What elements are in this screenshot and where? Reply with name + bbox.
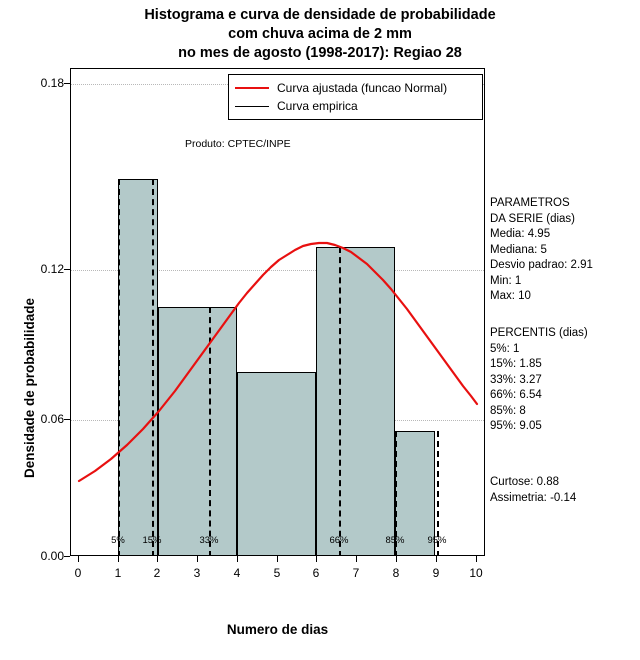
parameters-max: Max: 10: [490, 290, 531, 302]
legend-item-empirical: [235, 97, 476, 115]
percentis-p66: 66%: 6.54: [490, 389, 542, 401]
x-tick-mark-7: [356, 556, 357, 562]
legend-label-empirical: Curva empirica: [277, 99, 358, 113]
title-line-1: Histograma e curva de densidade de probabilidade: [144, 7, 496, 23]
percentile-label-15: 15%: [142, 535, 162, 546]
legend-item-normal: [235, 79, 476, 97]
parameters-mediana: Mediana: 5: [490, 243, 547, 256]
legend-swatch-empirical: [235, 106, 269, 107]
y-tick-label-1: 0.06: [40, 412, 64, 426]
y-tick-label-3: 0.18: [40, 76, 64, 90]
page-title: [0, 6, 640, 63]
y-tick-label-0: 0.00: [40, 549, 64, 563]
x-tick-mark-9: [436, 556, 437, 562]
x-tick-label-3: 3: [193, 566, 201, 580]
x-tick-mark-1: [118, 556, 119, 562]
legend-swatch-normal: [235, 87, 269, 89]
percentile-label-85: 85%: [385, 535, 405, 546]
x-tick-label-1: 1: [114, 566, 122, 580]
legend-label-normal: Curva ajustada (funcao Normal): [277, 81, 448, 95]
title-line-2: com chuva acima de 2 mm: [228, 26, 412, 42]
title-line-3: no mes de agosto (1998-2017): Regiao 28: [178, 45, 462, 61]
produto-annotation: Produto: CPTEC/INPE: [185, 138, 291, 150]
percentis-p85: 85%: 8: [490, 404, 526, 417]
x-tick-mark-6: [316, 556, 317, 562]
x-tick-mark-5: [277, 556, 278, 562]
percentis-panel: [490, 326, 640, 435]
x-tick-label-10: 10: [469, 566, 483, 580]
parameters-panel: [490, 196, 640, 305]
percentile-label-95: 95%: [427, 535, 447, 546]
x-axis-title: Numero de dias: [226, 622, 329, 637]
y-tick-label-2: 0.12: [40, 262, 64, 276]
x-tick-mark-4: [237, 556, 238, 562]
x-tick-mark-8: [396, 556, 397, 562]
x-tick-mark-3: [197, 556, 198, 562]
x-tick-label-6: 6: [312, 566, 320, 580]
percentis-p15: 15%: 1.85: [490, 358, 542, 370]
x-tick-mark-0: [78, 556, 79, 562]
x-tick-label-9: 9: [432, 566, 440, 580]
percentile-label-33: 33%: [199, 535, 219, 546]
x-tick-label-0: 0: [74, 566, 82, 580]
x-tick-mark-2: [157, 556, 158, 562]
percentis-p33: 33%: 3.27: [490, 373, 542, 386]
y-tick-mark-0: [64, 556, 70, 557]
percentis-p5: 5%: 1: [490, 342, 520, 355]
parameters-heading-2: DA SERIE (dias): [490, 212, 575, 225]
x-tick-mark-10: [476, 556, 477, 562]
percentis-heading: PERCENTIS (dias): [490, 327, 588, 339]
percentile-label-66: 66%: [329, 535, 349, 546]
y-axis-title: Densidade de probabilidade: [22, 297, 37, 478]
parameters-heading-1: PARAMETROS: [490, 197, 570, 209]
x-tick-label-7: 7: [352, 566, 360, 580]
percentile-label-5: 5%: [111, 535, 125, 546]
x-tick-label-5: 5: [273, 566, 281, 580]
moments-panel: [490, 475, 640, 506]
x-tick-label-8: 8: [392, 566, 400, 580]
chart-legend: [228, 74, 483, 120]
percentis-p95: 95%: 9.05: [490, 420, 542, 432]
parameters-media: Media: 4.95: [490, 228, 551, 240]
x-tick-label-2: 2: [153, 566, 161, 580]
parameters-min: Min: 1: [490, 274, 522, 287]
moments-assimetria: Assimetria: -0.14: [490, 491, 577, 504]
moments-curtose: Curtose: 0.88: [490, 476, 560, 488]
x-tick-label-4: 4: [233, 566, 241, 580]
parameters-desvio: Desvio padrao: 2.91: [490, 259, 593, 271]
